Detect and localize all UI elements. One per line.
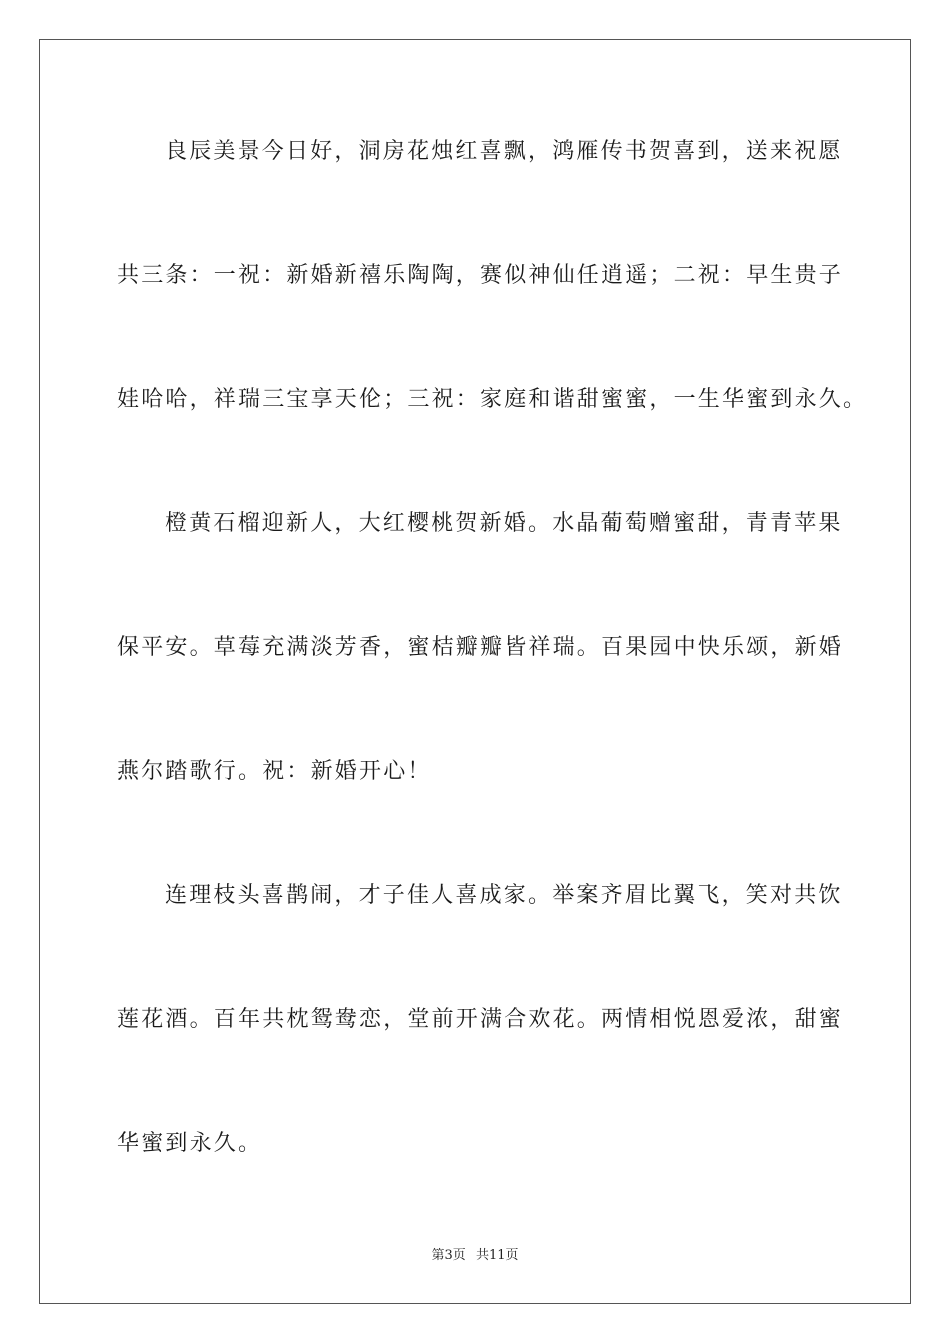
paragraph-3-line-3: 华蜜到永久。 [117, 1131, 263, 1156]
paragraph-3-line-2: 莲花酒。百年共枕鸳鸯恋，堂前开满合欢花。两情相悦恩爱浓，甜蜜 [117, 1007, 844, 1032]
page-total: 共11页 [475, 1248, 519, 1263]
paragraph-2-line-2: 保平安。草莓充满淡芳香，蜜桔瓣瓣皆祥瑞。百果园中快乐颂，新婚 [117, 635, 844, 660]
paragraph-1-line-1: 良辰美景今日好，洞房花烛红喜飘，鸿雁传书贺喜到，送来祝愿 [165, 139, 843, 164]
paragraph-1-line-3: 娃哈哈，祥瑞三宝享天伦；三祝：家庭和谐甜蜜蜜，一生华蜜到永久。 [117, 387, 868, 412]
paragraph-3-line-1: 连理枝头喜鹊闹，才子佳人喜成家。举案齐眉比翼飞，笑对共饮 [165, 883, 843, 908]
paragraph-2-line-1: 橙黄石榴迎新人，大红樱桃贺新婚。水晶葡萄赠蜜甜，青青苹果 [165, 511, 843, 536]
paragraph-1-line-2: 共三条：一祝：新婚新禧乐陶陶，赛似神仙任逍遥；二祝：早生贵子 [117, 263, 844, 288]
page-number: 第3页 [431, 1248, 466, 1263]
page-footer [0, 1247, 950, 1265]
page-border [39, 39, 911, 1304]
paragraph-2-line-3: 燕尔踏歌行。祝：新婚开心！ [117, 759, 432, 784]
